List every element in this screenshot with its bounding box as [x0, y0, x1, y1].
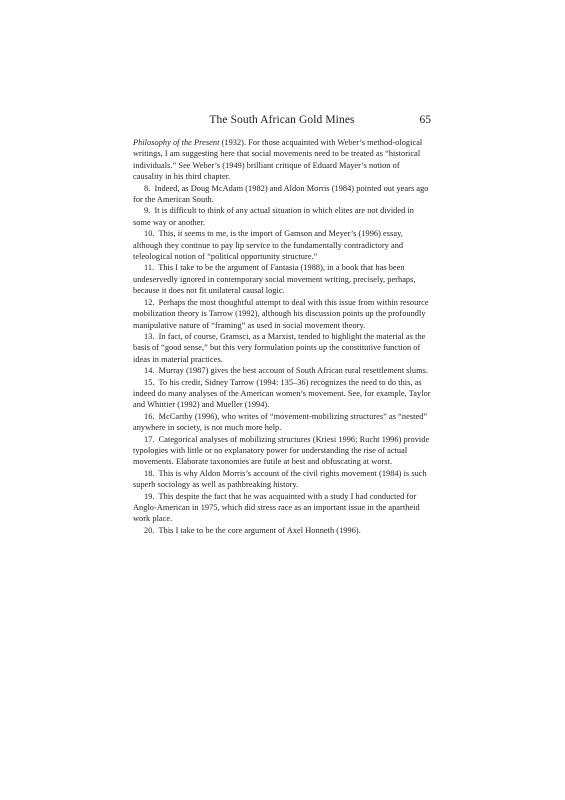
endnote-text: Categorical analyses of mobilizing structures (Kriesi 1996; Rucht 1996) provide typologies with little or no explanatory power for understanding the rise of actual movements. Elaborate taxonomies are futile at best and obfuscating at worst. — [133, 434, 430, 467]
endnote-10 — [133, 228, 431, 262]
endnote-16 — [133, 411, 431, 434]
endnote-text: It is difficult to think of any actual situation in which elites are not divided in some way or another. — [133, 206, 414, 227]
endnote-text: This is why Aldon Morris’s account of the civil rights movement (1984) is such superb sociology as well as pathbreaking history. — [133, 468, 427, 490]
page-number: 65 — [419, 114, 431, 126]
endnote-9 — [133, 205, 431, 228]
running-title: The South African Gold Mines — [209, 114, 355, 126]
endnote-number: 13. — [144, 331, 155, 341]
endnote-text: Perhaps the most thoughtful attempt to deal with this issue from within resource mobilization theory is Tarrow (1992), although his discussion points up the profoundly manipulative nature of “framing” as used in social movement theory. — [133, 297, 429, 330]
page-header — [133, 114, 431, 132]
endnote-number: 20. — [144, 525, 155, 535]
endnote-8 — [133, 183, 431, 206]
endnote-text: This despite the fact that he was acquainted with a study I had conducted for Anglo-American in 1975, which did stress race as an important issue in the apartheid work place. — [133, 491, 420, 524]
endnote-18 — [133, 468, 431, 491]
endnote-text: This I take to be the argument of Fantasia (1988), in a book that has been undeservedly ignored in contemporary social movement writing, precisely, perhaps, because it does not fit unilateral causal logic. — [133, 263, 416, 296]
endnote-text: To his credit, Sidney Tarrow (1994: 135–36) recognizes the need to do this, as indeed do many analyses of the American women’s movement. See, for example, Taylor and Whittier (1992) and Mueller (1994). — [133, 377, 431, 410]
endnote-number: 11. — [144, 263, 155, 273]
endnote-15 — [133, 377, 431, 411]
endnote-12 — [133, 297, 431, 331]
endnote-11 — [133, 262, 431, 296]
endnotes — [133, 137, 431, 536]
endnote-text: In fact, of course, Gramsci, as a Marxist, tended to highlight the material as the basis of “good sense,” but this very formulation points up the constitutive function of ideas in material practices. — [133, 331, 426, 364]
endnote-text: This I take to be the core argument of Axel Honneth (1996). — [158, 525, 361, 535]
endnote-20 — [133, 525, 431, 536]
endnote-number: 19. — [144, 491, 155, 501]
book-title: Philosophy of the Present — [133, 138, 220, 147]
endnote-number: 10. — [144, 229, 155, 239]
endnote-text: Indeed, as Doug McAdam (1982) and Aldon Morris (1984) pointed out years ago for the American South. — [133, 183, 429, 205]
endnote-text: McCarthy (1996), who writes of “movement-mobilizing structures” as “nested” anywhere in society, is not much more help. — [133, 411, 428, 433]
endnote-text: This, it seems to me, is the import of Gamson and Meyer’s (1996) essay, although they continue to pay lip service to the fundamentally contradictory and teleological notion of “political opportunity structure.” — [133, 229, 404, 262]
endnote-number: 12. — [144, 297, 155, 307]
endnote-text: Murray (1987) gives the best account of South African rural resettlement slums. — [158, 366, 429, 376]
endnote-continuation — [133, 137, 431, 183]
endnote-number: 14. — [144, 366, 155, 376]
endnote-17 — [133, 434, 431, 468]
endnote-number: 17. — [144, 434, 155, 444]
continuation-text: (1932). For those acquainted with Weber’s method-ological writings, I am suggesting here that social movements need to be treated as “historical individuals.” See Weber’s (1949) brilliant critique of Eduard Mayer’s notion of causality in his third chapter. — [133, 138, 423, 182]
endnote-number: 15. — [144, 377, 155, 387]
endnote-number: 16. — [144, 411, 155, 421]
endnote-number: 9. — [144, 206, 151, 216]
endnote-13 — [133, 331, 431, 365]
endnote-number: 8. — [144, 183, 151, 193]
endnote-19 — [133, 491, 431, 525]
endnote-number: 18. — [144, 468, 155, 478]
endnote-14 — [133, 365, 431, 376]
